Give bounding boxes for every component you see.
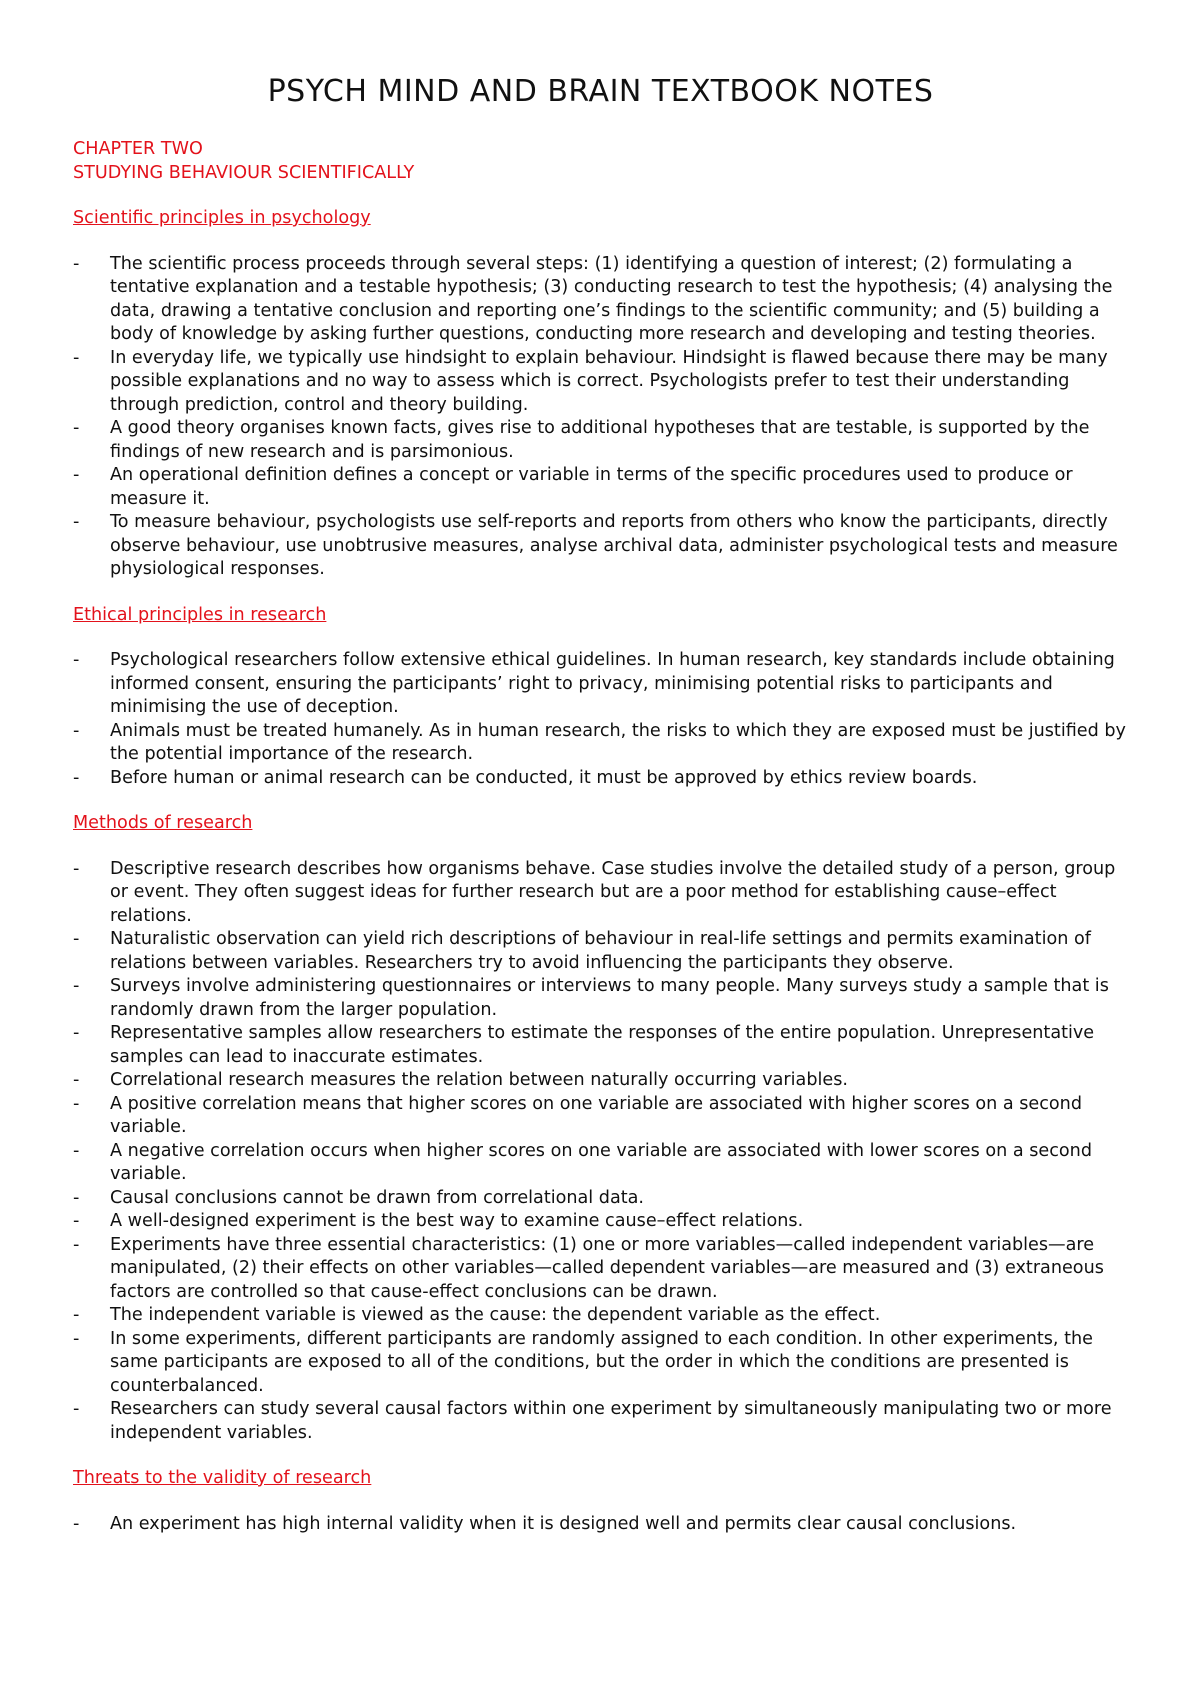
bullet-dash: - xyxy=(73,929,80,949)
bullet-text: The independent variable is viewed as the cause: the dependent variable as the effect. xyxy=(110,1305,881,1325)
bullet-text: Correlational research measures the relation between naturally occurring variables. xyxy=(110,1070,848,1090)
bullet-dash: - xyxy=(73,1399,80,1419)
bullet-text: Animals must be treated humanely. As in human research, the risks to which they are exposed must be justified by the potential importance of the research. xyxy=(110,720,1126,764)
bullet-dash: - xyxy=(73,1305,80,1325)
bullet-dash: - xyxy=(73,1140,80,1161)
bullet-list xyxy=(73,649,1128,790)
bullet-item xyxy=(73,1328,1128,1399)
bullet-item xyxy=(73,1398,1128,1445)
bullet-item xyxy=(73,347,1128,418)
bullet-dash: - xyxy=(73,347,80,368)
bullet-dash: - xyxy=(73,767,80,788)
bullet-item xyxy=(73,1069,1128,1093)
bullet-item xyxy=(73,511,1128,582)
sections-container xyxy=(73,207,1128,1536)
bullet-text: In some experiments, different participants are randomly assigned to each condition. In other experiments, the same participants are exposed to all of the conditions, but the order in which the conditions are presented is counterbalanced. xyxy=(110,1328,1093,1396)
section-heading: Threats to the validity of research xyxy=(73,1468,372,1488)
bullet-dash: - xyxy=(73,720,80,741)
bullet-item xyxy=(73,417,1128,464)
bullet-item xyxy=(73,1140,1128,1187)
bullet-item xyxy=(73,649,1128,720)
bullet-dash: - xyxy=(73,465,80,485)
bullet-text: An operational definition defines a concept or variable in terms of the specific procedures used to produce or measure it. xyxy=(110,465,1073,509)
bullet-dash: - xyxy=(73,1187,80,1208)
bullet-text: In everyday life, we typically use hindsight to explain behaviour. Hindsight is flawed because there may be many possible explanations and no way to assess which is correct. Psychologists prefer to test their understanding through prediction, control and theory building. xyxy=(110,347,1108,415)
bullet-dash: - xyxy=(73,253,80,274)
bullet-text: Surveys involve administering questionnaires or interviews to many people. Many surveys study a sample that is randomly drawn from the larger population. xyxy=(110,976,1109,1020)
bullet-item xyxy=(73,767,1128,791)
section-heading: Methods of research xyxy=(73,813,253,833)
bullet-item xyxy=(73,1187,1128,1211)
bullet-text: Causal conclusions cannot be drawn from correlational data. xyxy=(110,1187,645,1208)
bullet-text: To measure behaviour, psychologists use self-reports and reports from others who know the participants, directly observe behaviour, use unobtrusive measures, analyse archival data, administer psychological tests and measure physiological responses. xyxy=(110,512,1118,579)
bullet-item xyxy=(73,464,1128,511)
document-title: PSYCH MIND AND BRAIN TEXTBOOK NOTES xyxy=(267,74,934,109)
bullet-text: A well-designed experiment is the best way to examine cause–effect relations. xyxy=(110,1211,804,1231)
bullet-item xyxy=(73,1234,1128,1305)
bullet-text: A negative correlation occurs when higher scores on one variable are associated with lower scores on a second variable. xyxy=(110,1140,1092,1184)
bullet-list xyxy=(73,858,1128,1446)
bullet-text: Before human or animal research can be conducted, it must be approved by ethics review boards. xyxy=(110,767,978,788)
bullet-dash: - xyxy=(73,1211,80,1231)
bullet-dash: - xyxy=(73,1328,80,1349)
bullet-text: Naturalistic observation can yield rich descriptions of behaviour in real-life settings and permits examination of relations between variables. Researchers try to avoid influencing the participants they observe. xyxy=(110,929,1091,973)
section-heading: Scientific principles in psychology xyxy=(73,208,371,228)
bullet-dash: - xyxy=(73,1234,80,1255)
bullet-dash: - xyxy=(73,1093,80,1114)
bullet-text: An experiment has high internal validity when it is designed well and permits clear causal conclusions. xyxy=(110,1513,1017,1534)
bullet-text: The scientific process proceeds through several steps: (1) identifying a question of interest; (2) formulating a tentative explanation and a testable hypothesis; (3) conducting research to test the hypothesis; (4) analysing the data, drawing a tentative conclusion and reporting one’s findings to the scientific community; and (5) building a body of knowledge by asking further questions, conducting more research and developing and testing theories. xyxy=(110,253,1113,344)
bullet-item xyxy=(73,858,1128,929)
bullet-item xyxy=(73,1022,1128,1069)
chapter-header xyxy=(73,138,1128,185)
bullet-dash: - xyxy=(73,976,80,996)
bullet-item xyxy=(73,720,1128,767)
bullet-dash: - xyxy=(73,1070,80,1090)
bullet-item xyxy=(73,1093,1128,1140)
bullet-dash: - xyxy=(73,418,80,438)
bullet-list xyxy=(73,1513,1128,1537)
bullet-item xyxy=(73,1304,1128,1328)
bullet-text: Experiments have three essential characteristics: (1) one or more variables—called independent variables—are manipulated, (2) their effects on other variables—called dependent variables—are measured and (3) extraneous factors are controlled so that cause-effect conclusions can be drawn. xyxy=(110,1234,1104,1302)
section-heading: Ethical principles in research xyxy=(73,604,327,625)
bullet-item xyxy=(73,253,1128,347)
chapter-subtitle: STUDYING BEHAVIOUR SCIENTIFICALLY xyxy=(73,162,415,183)
bullet-item xyxy=(73,975,1128,1022)
bullet-dash: - xyxy=(73,650,80,670)
bullet-list xyxy=(73,253,1128,582)
bullet-dash: - xyxy=(73,1513,80,1534)
chapter-number: CHAPTER TWO xyxy=(73,139,203,159)
bullet-item xyxy=(73,928,1128,975)
bullet-text: Psychological researchers follow extensive ethical guidelines. In human research, key standards include obtaining informed consent, ensuring the participants’ right to privacy, minimising potential risks to participants and minimising the use of deception. xyxy=(110,650,1115,717)
bullet-item xyxy=(73,1210,1128,1234)
bullet-text: A positive correlation means that higher scores on one variable are associated with higher scores on a second variable. xyxy=(110,1093,1082,1137)
bullet-dash: - xyxy=(73,858,80,879)
bullet-item xyxy=(73,1513,1128,1537)
bullet-text: Researchers can study several causal factors within one experiment by simultaneously manipulating two or more independent variables. xyxy=(110,1399,1112,1443)
bullet-text: A good theory organises known facts, gives rise to additional hypotheses that are testable, is supported by the findings of new research and is parsimonious. xyxy=(110,418,1090,462)
bullet-text: Representative samples allow researchers to estimate the responses of the entire population. Unrepresentative samples can lead to inaccurate estimates. xyxy=(110,1023,1095,1067)
bullet-dash: - xyxy=(73,1023,80,1043)
bullet-dash: - xyxy=(73,512,80,532)
bullet-text: Descriptive research describes how organisms behave. Case studies involve the detailed study of a person, group or event. They often suggest ideas for further research but are a poor method for establishing cause–effect relations. xyxy=(110,858,1116,926)
